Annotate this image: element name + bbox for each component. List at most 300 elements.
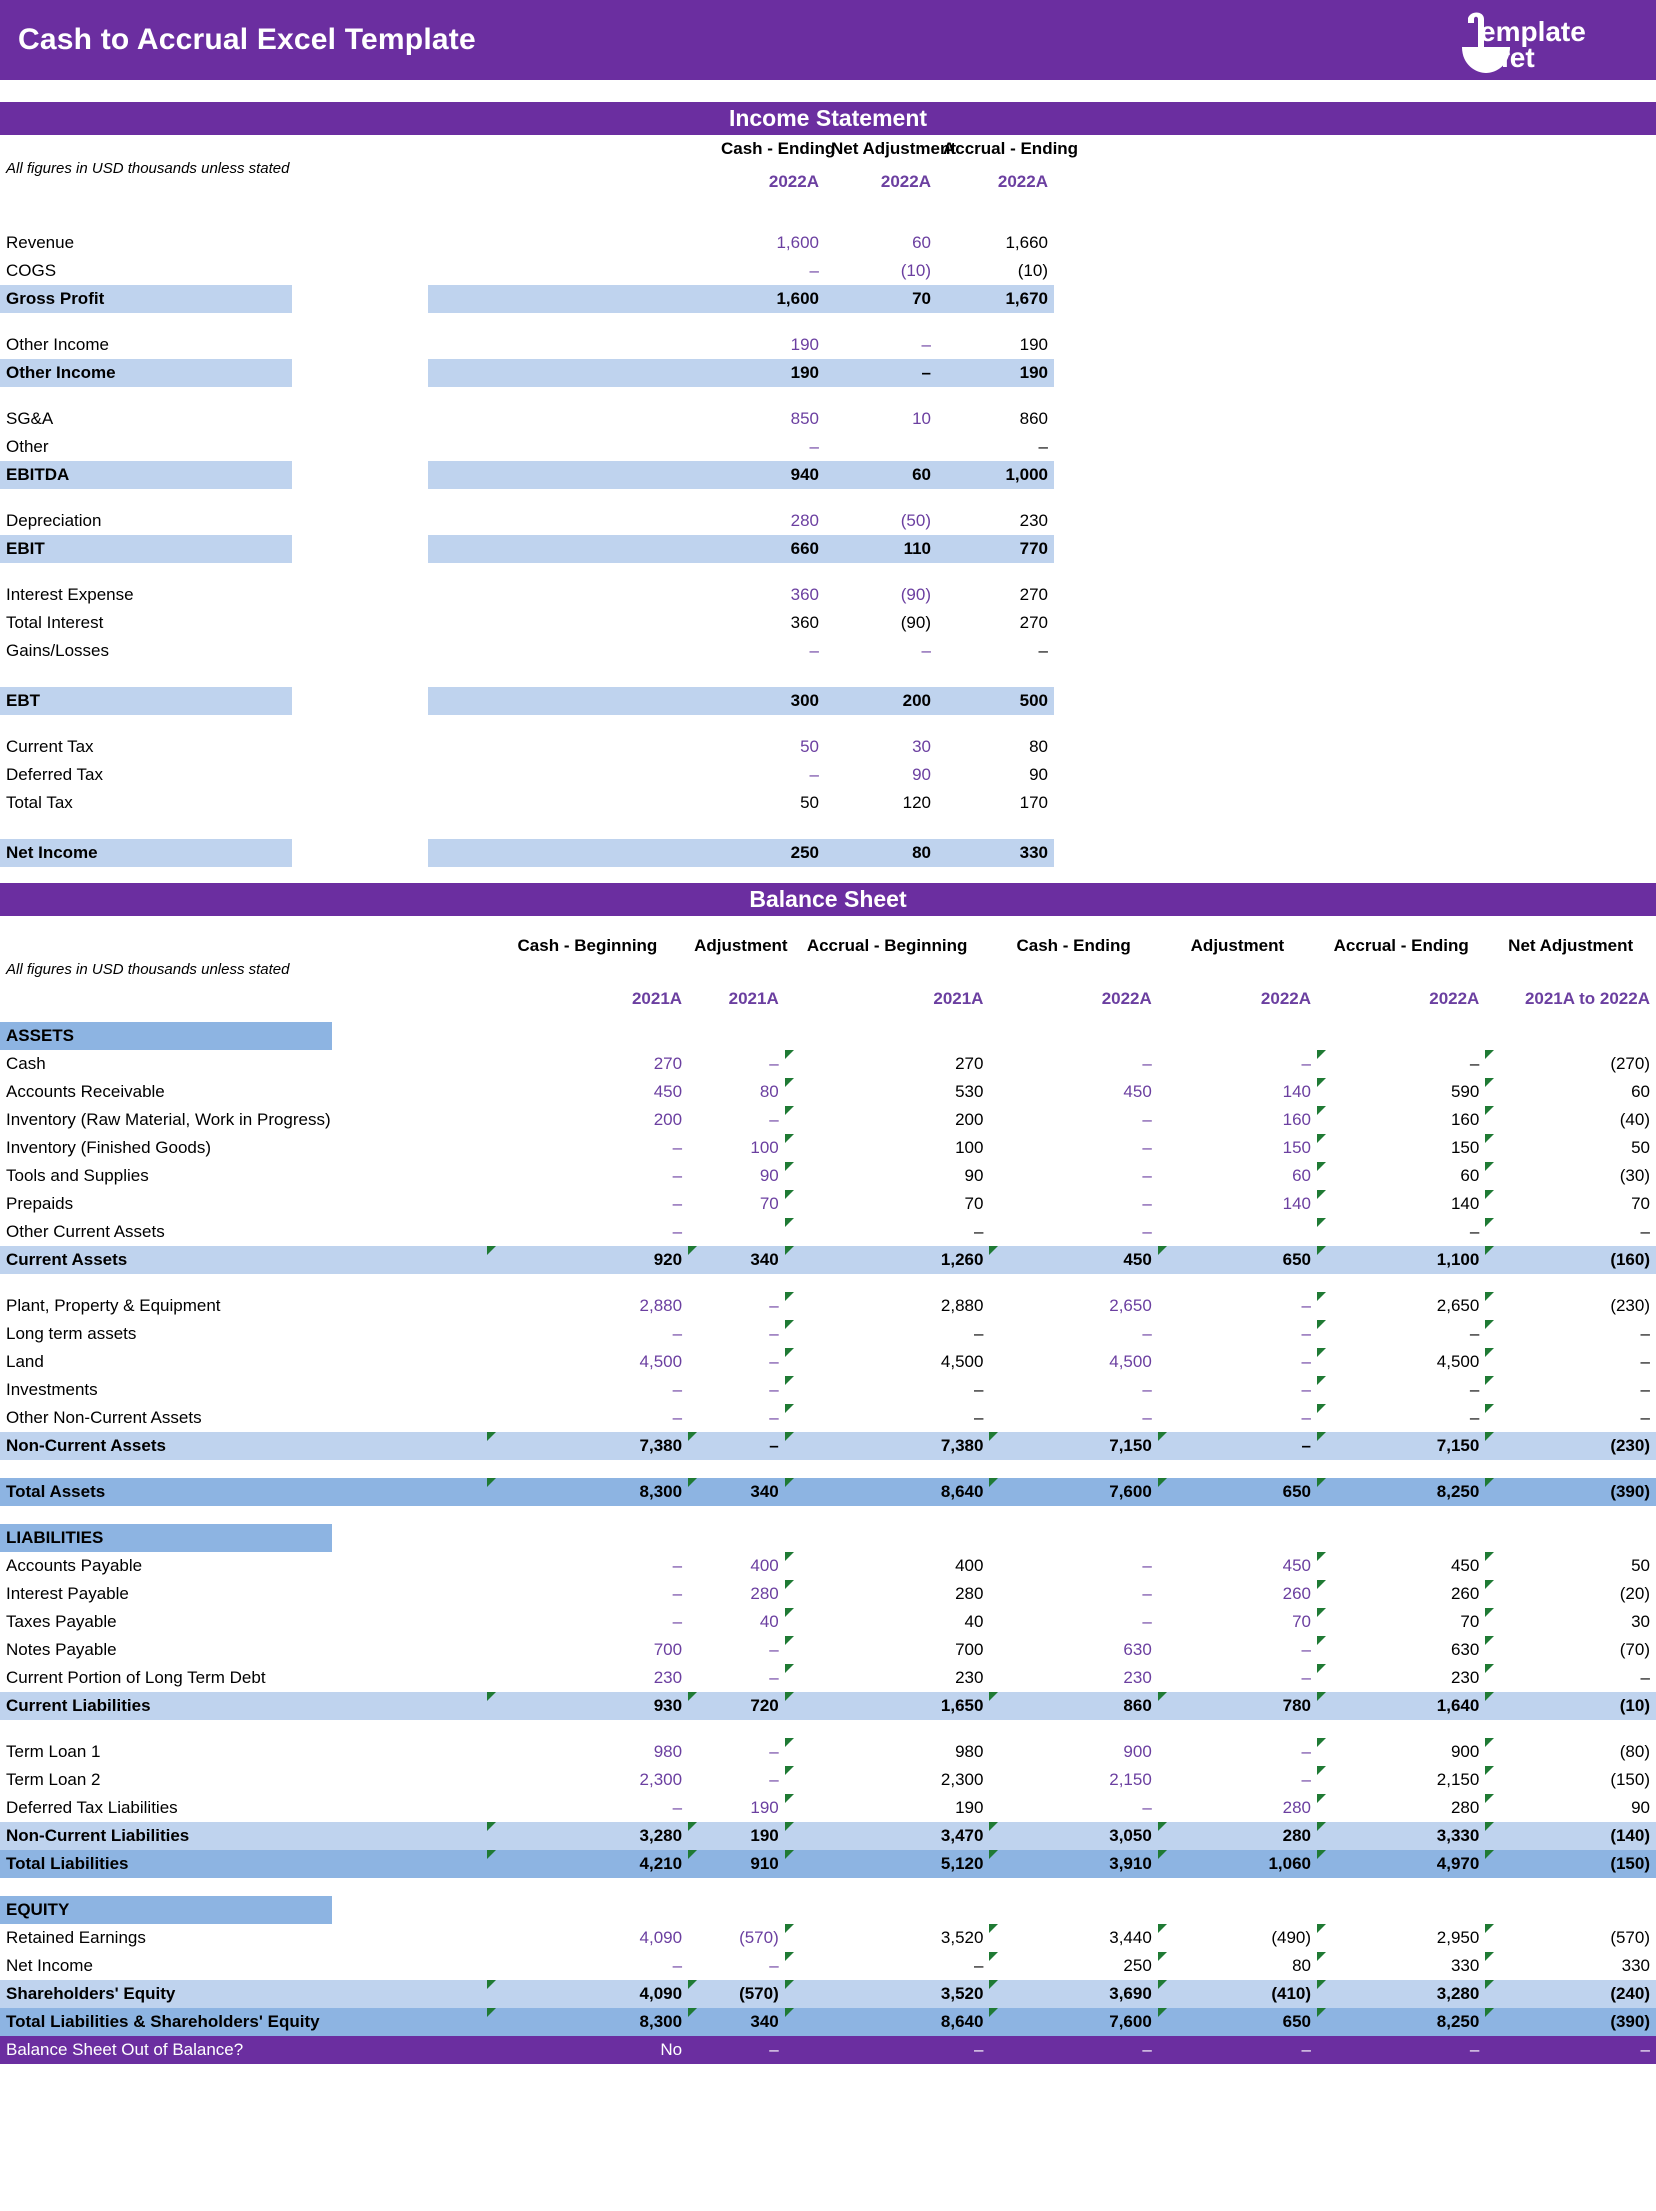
value-cell[interactable]: 3,690: [989, 1980, 1157, 2008]
value-cell[interactable]: 2,650: [1317, 1292, 1485, 1320]
value-cell[interactable]: (90): [900, 613, 931, 632]
bs-year-2: 2021A: [933, 988, 984, 1008]
value-cell[interactable]: 4,500: [1317, 1348, 1485, 1376]
bs-year-5: 2022A: [1429, 988, 1480, 1008]
value-cell[interactable]: 590: [1317, 1078, 1485, 1106]
value-cell[interactable]: 140: [1282, 1194, 1312, 1213]
value-cell[interactable]: 8,300: [487, 2008, 688, 2036]
value-cell[interactable]: 7,380: [487, 1432, 688, 1460]
value-cell[interactable]: –: [809, 261, 819, 280]
value-cell[interactable]: –: [672, 1324, 683, 1343]
value-cell[interactable]: 1,060: [1158, 1850, 1317, 1878]
value-cell[interactable]: (10): [1485, 1692, 1656, 1720]
value-cell[interactable]: 90: [785, 1162, 990, 1190]
value-cell[interactable]: 280: [785, 1580, 990, 1608]
value-cell[interactable]: 980: [653, 1742, 683, 1761]
value-cell[interactable]: –: [688, 1432, 785, 1460]
value-cell[interactable]: 50: [800, 737, 819, 756]
value-cell[interactable]: (150): [1485, 1766, 1656, 1794]
value-cell[interactable]: 270: [653, 1054, 683, 1073]
value-cell[interactable]: –: [1142, 1110, 1152, 1129]
value-cell[interactable]: –: [989, 2036, 1157, 2064]
value-cell[interactable]: 850: [790, 409, 819, 428]
value-cell[interactable]: 270: [1019, 585, 1048, 604]
value-cell[interactable]: –: [769, 1324, 779, 1343]
value-cell[interactable]: 340: [688, 1478, 785, 1506]
value-cell[interactable]: –: [1301, 1352, 1312, 1371]
value-cell[interactable]: 1,100: [1317, 1246, 1485, 1274]
value-cell[interactable]: –: [1301, 1054, 1312, 1073]
value-cell[interactable]: [1158, 1218, 1317, 1246]
value-cell[interactable]: –: [809, 641, 819, 660]
value-cell[interactable]: 3,910: [989, 1850, 1157, 1878]
value-cell[interactable]: 450: [653, 1082, 683, 1101]
value-cell[interactable]: 630: [1123, 1640, 1152, 1659]
value-cell[interactable]: 200: [653, 1110, 683, 1129]
value-cell[interactable]: 60: [912, 233, 931, 252]
value-cell[interactable]: –: [809, 437, 819, 456]
is-year-1: 2022A: [880, 171, 931, 191]
value-cell[interactable]: 920: [487, 1246, 688, 1274]
value-cell[interactable]: 700: [785, 1636, 990, 1664]
value-cell[interactable]: 90: [1029, 765, 1048, 784]
value-cell[interactable]: –: [1301, 1742, 1312, 1761]
value-cell[interactable]: 140: [1317, 1190, 1485, 1218]
value-cell[interactable]: 80: [1029, 737, 1048, 756]
value-cell[interactable]: 150: [1317, 1134, 1485, 1162]
value-cell[interactable]: –: [1485, 1376, 1656, 1404]
row-label: Balance Sheet Out of Balance?: [0, 2036, 332, 2064]
value-cell[interactable]: 190: [1019, 335, 1048, 354]
value-cell[interactable]: 1,600: [715, 285, 825, 313]
value-cell[interactable]: 170: [1019, 793, 1048, 812]
value-cell[interactable]: 40: [785, 1608, 990, 1636]
value-cell[interactable]: 2,880: [639, 1296, 683, 1315]
value-cell[interactable]: –: [769, 1054, 779, 1073]
value-cell[interactable]: –: [825, 359, 937, 387]
value-cell[interactable]: 500: [937, 687, 1054, 715]
value-cell[interactable]: 7,150: [1317, 1432, 1485, 1460]
value-cell[interactable]: 8,640: [785, 1478, 990, 1506]
value-cell[interactable]: (160): [1485, 1246, 1656, 1274]
value-cell[interactable]: 40: [759, 1612, 779, 1631]
value-cell[interactable]: 60: [1485, 1078, 1656, 1106]
value-cell[interactable]: –: [1317, 2036, 1485, 2064]
spacer-cell: [500, 229, 585, 257]
value-cell[interactable]: –: [688, 2036, 785, 2064]
value-cell[interactable]: –: [769, 1380, 779, 1399]
value-cell[interactable]: 70: [785, 1190, 990, 1218]
value-cell[interactable]: 190: [715, 359, 825, 387]
value-cell[interactable]: 8,250: [1317, 1478, 1485, 1506]
value-cell[interactable]: 90: [759, 1166, 779, 1185]
row-label: Inventory (Finished Goods): [6, 1138, 212, 1157]
value-cell[interactable]: (140): [1485, 1822, 1656, 1850]
value-cell[interactable]: 930: [487, 1692, 688, 1720]
value-cell[interactable]: –: [1301, 1408, 1312, 1427]
value-cell[interactable]: (30): [1485, 1162, 1656, 1190]
value-cell[interactable]: 80: [825, 839, 937, 867]
value-cell[interactable]: –: [1317, 1320, 1485, 1348]
value-cell[interactable]: 1,260: [785, 1246, 990, 1274]
value-cell[interactable]: –: [1485, 1218, 1656, 1246]
value-cell[interactable]: 1,640: [1317, 1692, 1485, 1720]
value-cell[interactable]: 80: [759, 1082, 779, 1101]
value-cell[interactable]: –: [1142, 1166, 1152, 1185]
value-cell[interactable]: No: [487, 2036, 688, 2064]
value-cell[interactable]: 1,670: [937, 285, 1054, 313]
value-cell[interactable]: (270): [1485, 1050, 1656, 1078]
value-cell[interactable]: –: [769, 1668, 779, 1687]
value-cell[interactable]: –: [921, 335, 931, 354]
value-cell[interactable]: –: [785, 1218, 990, 1246]
value-cell[interactable]: 1,660: [1005, 233, 1048, 252]
value-cell[interactable]: 200: [785, 1106, 990, 1134]
value-cell[interactable]: –: [785, 2036, 990, 2064]
value-cell[interactable]: 780: [1158, 1692, 1317, 1720]
filler-cell: [409, 1320, 486, 1348]
value-cell[interactable]: 900: [1123, 1742, 1152, 1761]
value-cell[interactable]: 280: [750, 1584, 779, 1603]
value-cell[interactable]: 100: [785, 1134, 990, 1162]
value-cell[interactable]: –: [769, 1742, 779, 1761]
value-cell[interactable]: 1,650: [785, 1692, 990, 1720]
value-cell[interactable]: 120: [902, 793, 931, 812]
value-cell[interactable]: 100: [750, 1138, 779, 1157]
value-cell[interactable]: –: [785, 1376, 990, 1404]
value-cell[interactable]: 5,120: [785, 1850, 990, 1878]
value-cell[interactable]: 4,090: [487, 1980, 688, 2008]
table-row: [0, 609, 1656, 637]
value-cell[interactable]: 160: [1317, 1106, 1485, 1134]
value-cell[interactable]: 330: [937, 839, 1054, 867]
value-cell[interactable]: –: [769, 1640, 779, 1659]
value-cell[interactable]: 4,970: [1317, 1850, 1485, 1878]
spacer-cell: [500, 359, 585, 387]
value-cell[interactable]: (570): [1485, 1924, 1656, 1952]
value-cell[interactable]: –: [672, 1956, 683, 1975]
value-cell[interactable]: –: [1142, 1194, 1152, 1213]
value-cell[interactable]: 30: [1485, 1608, 1656, 1636]
value-cell[interactable]: 450: [1123, 1082, 1152, 1101]
value-cell[interactable]: 70: [1485, 1190, 1656, 1218]
filler-cell: [360, 257, 428, 285]
value-cell[interactable]: –: [1317, 1404, 1485, 1432]
value-cell[interactable]: 7,600: [989, 1478, 1157, 1506]
value-cell[interactable]: 1,000: [937, 461, 1054, 489]
value-cell[interactable]: –: [809, 765, 819, 784]
value-cell[interactable]: 2,880: [785, 1292, 990, 1320]
value-cell[interactable]: –: [1485, 2036, 1656, 2064]
value-cell[interactable]: 7,380: [785, 1432, 990, 1460]
value-cell[interactable]: 650: [1158, 2008, 1317, 2036]
row-label: EBT: [0, 687, 292, 715]
spacer-cell: [585, 687, 715, 715]
value-cell[interactable]: 940: [715, 461, 825, 489]
value-cell[interactable]: –: [769, 1408, 779, 1427]
value-cell[interactable]: [825, 433, 937, 461]
value-cell[interactable]: –: [672, 1798, 683, 1817]
value-cell[interactable]: 530: [785, 1078, 990, 1106]
value-cell[interactable]: 190: [785, 1794, 990, 1822]
value-cell[interactable]: 3,280: [1317, 1980, 1485, 2008]
value-cell[interactable]: 700: [653, 1640, 683, 1659]
value-cell[interactable]: (410): [1158, 1980, 1317, 2008]
value-cell[interactable]: –: [769, 1770, 779, 1789]
value-cell[interactable]: 230: [785, 1664, 990, 1692]
value-cell[interactable]: 900: [1317, 1738, 1485, 1766]
value-cell[interactable]: 90: [912, 765, 931, 784]
value-cell[interactable]: (10): [1017, 261, 1048, 280]
value-cell[interactable]: 80: [1158, 1952, 1317, 1980]
value-cell: [688, 1896, 785, 1924]
value-cell[interactable]: –: [1142, 1380, 1152, 1399]
value-cell[interactable]: –: [1142, 1798, 1152, 1817]
value-cell[interactable]: 4,090: [639, 1928, 683, 1947]
value-cell[interactable]: (390): [1485, 2008, 1656, 2036]
value-cell[interactable]: 60: [1292, 1166, 1312, 1185]
value-cell[interactable]: 3,330: [1317, 1822, 1485, 1850]
value-cell[interactable]: 360: [790, 613, 819, 632]
value-cell[interactable]: –: [1142, 1408, 1152, 1427]
value-cell[interactable]: 60: [825, 461, 937, 489]
is-year-2: 2022A: [997, 171, 1048, 191]
value-cell[interactable]: (230): [1485, 1292, 1656, 1320]
value-cell[interactable]: 8,300: [487, 1478, 688, 1506]
value-cell[interactable]: 3,440: [989, 1924, 1157, 1952]
value-cell[interactable]: –: [769, 1956, 779, 1975]
value-cell[interactable]: –: [1485, 1664, 1656, 1692]
filler-cell: [409, 1190, 486, 1218]
value-cell[interactable]: (570): [739, 1928, 779, 1947]
value-cell[interactable]: (490): [1158, 1924, 1317, 1952]
value-cell[interactable]: 3,520: [785, 1980, 990, 2008]
value-cell[interactable]: 400: [785, 1552, 990, 1580]
value-cell[interactable]: (40): [1485, 1106, 1656, 1134]
value-cell[interactable]: 280: [1282, 1798, 1312, 1817]
value-cell[interactable]: 190: [937, 359, 1054, 387]
value-cell[interactable]: –: [1142, 1222, 1152, 1241]
value-cell[interactable]: 650: [1158, 1478, 1317, 1506]
value-cell[interactable]: 140: [1282, 1082, 1312, 1101]
value-cell[interactable]: –: [1142, 1138, 1152, 1157]
value-cell[interactable]: 860: [989, 1692, 1157, 1720]
value-cell[interactable]: 2,150: [1317, 1766, 1485, 1794]
value-cell[interactable]: –: [672, 1138, 683, 1157]
value-cell[interactable]: –: [672, 1612, 683, 1631]
value-cell[interactable]: –: [672, 1556, 683, 1575]
value-cell[interactable]: 330: [1317, 1952, 1485, 1980]
filler-cell: [332, 1766, 409, 1794]
value-cell[interactable]: –: [1038, 437, 1048, 456]
value-cell[interactable]: 8,250: [1317, 2008, 1485, 2036]
value-cell[interactable]: 70: [1317, 1608, 1485, 1636]
value-cell[interactable]: –: [1317, 1218, 1485, 1246]
value-cell[interactable]: 230: [653, 1668, 683, 1687]
value-cell[interactable]: 70: [1292, 1612, 1312, 1631]
value-cell[interactable]: –: [1142, 1556, 1152, 1575]
value-cell[interactable]: –: [921, 641, 931, 660]
value-cell[interactable]: 260: [1282, 1584, 1312, 1603]
table-row: [0, 1524, 1656, 1552]
value-cell[interactable]: –: [672, 1380, 683, 1399]
value-cell[interactable]: –: [769, 1296, 779, 1315]
table-row: [0, 637, 1656, 665]
value-cell[interactable]: 300: [715, 687, 825, 715]
filler-cell: [409, 1246, 486, 1274]
value-cell[interactable]: 250: [989, 1952, 1157, 1980]
filler-cell: [332, 1190, 409, 1218]
value-cell[interactable]: –: [1301, 1296, 1312, 1315]
value-cell[interactable]: 8,640: [785, 2008, 990, 2036]
value-cell[interactable]: (150): [1485, 1850, 1656, 1878]
value-cell[interactable]: –: [1301, 1770, 1312, 1789]
value-cell[interactable]: 3,050: [989, 1822, 1157, 1850]
value-cell[interactable]: 450: [1282, 1556, 1312, 1575]
value-cell[interactable]: –: [1301, 1324, 1312, 1343]
value-cell[interactable]: (570): [688, 1980, 785, 2008]
value-cell[interactable]: 190: [688, 1822, 785, 1850]
value-cell[interactable]: 280: [1158, 1822, 1317, 1850]
value-cell[interactable]: –: [1142, 1584, 1152, 1603]
value-cell[interactable]: 450: [1317, 1552, 1485, 1580]
value-cell[interactable]: 190: [750, 1798, 779, 1817]
value-cell[interactable]: 150: [1282, 1138, 1312, 1157]
value-cell[interactable]: 50: [800, 793, 819, 812]
value-cell[interactable]: 4,500: [1109, 1352, 1152, 1371]
value-cell[interactable]: 280: [790, 511, 819, 530]
table-row: [0, 387, 1656, 405]
value-cell[interactable]: –: [1317, 1376, 1485, 1404]
value-cell[interactable]: 2,300: [639, 1770, 683, 1789]
value-cell[interactable]: 230: [1019, 511, 1048, 530]
value-cell[interactable]: 2,950: [1317, 1924, 1485, 1952]
value-cell[interactable]: –: [672, 1222, 683, 1241]
value-cell[interactable]: 3,280: [487, 1822, 688, 1850]
value-cell[interactable]: –: [1158, 2036, 1317, 2064]
value-cell[interactable]: –: [1485, 1404, 1656, 1432]
value-cell[interactable]: 330: [1485, 1952, 1656, 1980]
value-cell[interactable]: 4,500: [785, 1348, 990, 1376]
value-cell[interactable]: (240): [1485, 1980, 1656, 2008]
value-cell[interactable]: 660: [715, 535, 825, 563]
value-cell[interactable]: –: [672, 1408, 683, 1427]
value-cell[interactable]: 160: [1282, 1110, 1312, 1129]
value-cell[interactable]: –: [1485, 1348, 1656, 1376]
value-cell[interactable]: 4,500: [639, 1352, 683, 1371]
value-cell[interactable]: –: [672, 1194, 683, 1213]
value-cell[interactable]: –: [1142, 1324, 1152, 1343]
value-cell[interactable]: 230: [1123, 1668, 1152, 1687]
value-cell[interactable]: 2,650: [1109, 1296, 1152, 1315]
row-label: Other Non-Current Assets: [6, 1408, 202, 1427]
value-cell[interactable]: (50): [900, 511, 931, 530]
value-cell[interactable]: 200: [825, 687, 937, 715]
value-cell[interactable]: (390): [1485, 1478, 1656, 1506]
value-cell[interactable]: 3,470: [785, 1822, 990, 1850]
table-row: [0, 433, 1656, 461]
value-cell[interactable]: 340: [688, 1246, 785, 1274]
value-cell[interactable]: 60: [1317, 1162, 1485, 1190]
spacer-cell: [585, 637, 715, 665]
value-cell[interactable]: 280: [1317, 1794, 1485, 1822]
value-cell[interactable]: –: [785, 1952, 990, 1980]
value-cell[interactable]: –: [1317, 1050, 1485, 1078]
filler-cell: [332, 1218, 409, 1246]
value-cell[interactable]: –: [769, 1352, 779, 1371]
filler-cell: [409, 1952, 486, 1980]
value-cell[interactable]: –: [1142, 1054, 1152, 1073]
value-cell[interactable]: 340: [688, 2008, 785, 2036]
value-cell[interactable]: –: [1485, 1320, 1656, 1348]
value-cell[interactable]: –: [785, 1404, 990, 1432]
value-cell: [1485, 1896, 1656, 1924]
value-cell[interactable]: (20): [1485, 1580, 1656, 1608]
value-cell[interactable]: (230): [1485, 1432, 1656, 1460]
value-cell[interactable]: (70): [1485, 1636, 1656, 1664]
value-cell[interactable]: 110: [825, 535, 937, 563]
value-cell[interactable]: 7,150: [989, 1432, 1157, 1460]
value-cell[interactable]: 860: [1019, 409, 1048, 428]
value-cell[interactable]: (80): [1485, 1738, 1656, 1766]
value-cell[interactable]: 400: [750, 1556, 779, 1575]
value-cell[interactable]: 2,150: [1109, 1770, 1152, 1789]
value-cell[interactable]: 190: [790, 335, 819, 354]
value-cell[interactable]: –: [1301, 1640, 1312, 1659]
value-cell[interactable]: 980: [785, 1738, 990, 1766]
value-cell[interactable]: –: [1301, 1380, 1312, 1399]
value-cell[interactable]: –: [785, 1320, 990, 1348]
value-cell[interactable]: 4,210: [487, 1850, 688, 1878]
value-cell[interactable]: 90: [1485, 1794, 1656, 1822]
value-cell[interactable]: –: [1158, 1432, 1317, 1460]
value-cell[interactable]: 3,520: [785, 1924, 990, 1952]
value-cell[interactable]: –: [672, 1584, 683, 1603]
value-cell[interactable]: 1,600: [776, 233, 819, 252]
spacer-cell: [428, 433, 500, 461]
value-cell[interactable]: (10): [900, 261, 931, 280]
value-cell[interactable]: –: [1142, 1612, 1152, 1631]
value-cell[interactable]: –: [1301, 1668, 1312, 1687]
value-cell[interactable]: 7,600: [989, 2008, 1157, 2036]
value-cell[interactable]: 70: [759, 1194, 779, 1213]
value-cell[interactable]: –: [672, 1166, 683, 1185]
value-cell[interactable]: 2,300: [785, 1766, 990, 1794]
value-cell[interactable]: 270: [1019, 613, 1048, 632]
value-cell[interactable]: 70: [825, 285, 937, 313]
value-cell[interactable]: 30: [912, 737, 931, 756]
value-cell[interactable]: 450: [989, 1246, 1157, 1274]
value-cell[interactable]: –: [1038, 641, 1048, 660]
value-cell[interactable]: –: [769, 1110, 779, 1129]
value-cell[interactable]: 50: [1485, 1134, 1656, 1162]
value-cell[interactable]: 770: [937, 535, 1054, 563]
value-cell[interactable]: (90): [900, 585, 931, 604]
value-cell[interactable]: 10: [912, 409, 931, 428]
value-cell[interactable]: 260: [1317, 1580, 1485, 1608]
value-cell[interactable]: 650: [1158, 1246, 1317, 1274]
value-cell[interactable]: [688, 1218, 785, 1246]
value-cell[interactable]: 250: [715, 839, 825, 867]
value-cell[interactable]: 270: [785, 1050, 990, 1078]
value-cell[interactable]: 360: [790, 585, 819, 604]
value-cell[interactable]: 720: [688, 1692, 785, 1720]
value-cell[interactable]: 910: [688, 1850, 785, 1878]
value-cell[interactable]: 630: [1317, 1636, 1485, 1664]
filler-cell: [409, 1822, 486, 1850]
value-cell[interactable]: 230: [1317, 1664, 1485, 1692]
value-cell[interactable]: 50: [1485, 1552, 1656, 1580]
